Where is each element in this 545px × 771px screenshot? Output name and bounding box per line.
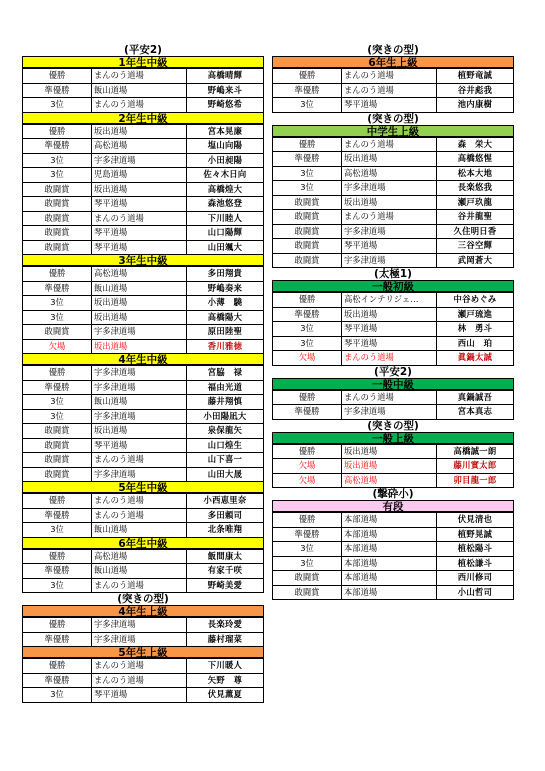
rank-cell: 敢闘賞 [23,424,92,439]
result-row [23,296,264,311]
rank-cell: 敢闘賞 [23,325,92,340]
result-row [23,267,264,282]
rank-cell: 準優勝 [273,405,342,420]
dojo-cell: 琴平道場 [92,240,187,255]
result-row [273,336,514,351]
dojo-cell: 坂出道場 [92,424,187,439]
rank-cell: 敢闘賞 [23,467,92,482]
dojo-cell: 坂出道場 [92,124,187,139]
result-row [23,281,264,296]
competitor-name-cell: 宮本真志 [437,405,514,420]
dojo-cell: 本部道場 [342,527,437,542]
division-header: 5年生上級 [22,646,264,658]
rank-cell: 3位 [23,578,92,593]
result-row [273,444,514,459]
results-table [272,292,514,366]
competitor-name-cell: 植松謙斗 [437,556,514,571]
rank-cell: 敢闘賞 [23,438,92,453]
competitor-name-cell: 山口煌生 [187,438,264,453]
dojo-cell: 琴平道場 [92,438,187,453]
rank-cell: 3位 [23,98,92,113]
result-row [23,424,264,439]
competitor-name-cell: 多田翔貴 [187,267,264,282]
result-row [273,224,514,239]
dojo-cell: 坂出道場 [92,310,187,325]
results-table [22,658,264,703]
competitor-name-cell: 中谷めぐみ [437,293,514,308]
dojo-cell: 飯山道場 [92,83,187,98]
competitor-name-cell: 高橋誠一朗 [437,444,514,459]
competitor-name-cell: 森 栄大 [437,137,514,152]
dojo-cell: 本部道場 [342,556,437,571]
division-header: 5年生中級 [22,481,264,493]
competitor-name-cell: 北条唯翔 [187,523,264,538]
dojo-cell: 坂出道場 [342,152,437,167]
dojo-cell: まんのう道場 [342,69,437,84]
result-row [23,339,264,354]
rank-cell: 優勝 [23,618,92,633]
rank-cell: 3位 [23,168,92,183]
competitor-name-cell: 久住明日香 [437,224,514,239]
result-row [23,688,264,703]
rank-cell: 準優勝 [23,281,92,296]
division-header: 一般中級 [272,378,514,390]
dojo-cell: 宇多津道場 [92,153,187,168]
rank-cell: 準優勝 [23,632,92,647]
rank-cell: 優勝 [23,366,92,381]
result-row [23,673,264,688]
competitor-name-cell: 野嶋奏来 [187,281,264,296]
rank-cell: 3位 [273,542,342,557]
division-header: 1年生中級 [22,56,264,68]
dojo-cell: 宇多津道場 [92,380,187,395]
competitor-name-cell: 武岡蒼大 [437,253,514,268]
result-row [273,405,514,420]
rank-cell: 敢闘賞 [23,240,92,255]
competitor-name-cell: 高橋晴輝 [187,69,264,84]
results-table [22,493,264,538]
kata-section-title: (突きの型) [367,44,419,56]
result-row [23,153,264,168]
division-header: 4年生中級 [22,353,264,365]
rank-cell: 準優勝 [23,564,92,579]
competitor-name-cell: 伏見清也 [437,513,514,528]
dojo-cell: まんのう道場 [92,453,187,468]
competitor-name-cell: 野崎悠希 [187,98,264,113]
division-header: 4年生上級 [22,605,264,617]
competitor-name-cell: 池内康樹 [437,98,514,113]
dojo-cell: 坂出道場 [342,195,437,210]
results-table [272,444,514,489]
rank-cell: 3位 [23,409,92,424]
rank-cell: 敢闘賞 [23,226,92,241]
dojo-cell: 坂出道場 [342,444,437,459]
dojo-cell: 宇多津道場 [342,181,437,196]
dojo-cell: 宇多津道場 [92,632,187,647]
competitor-name-cell: 小田陽凪大 [187,409,264,424]
results-table [22,124,264,256]
dojo-cell: 坂出道場 [92,339,187,354]
dojo-cell: まんのう道場 [92,494,187,509]
dojo-cell: まんのう道場 [342,351,437,366]
competitor-name-cell: 山田大晟 [187,467,264,482]
kata-section-title: (突きの型) [367,112,419,125]
competitor-name-cell: 原田陸聖 [187,325,264,340]
result-row [23,523,264,538]
left-results-column [22,44,264,703]
result-row [23,578,264,593]
rank-cell: 優勝 [273,69,342,84]
dojo-cell: 本部道場 [342,542,437,557]
rank-cell: 準優勝 [23,380,92,395]
dojo-cell: 高松道場 [342,166,437,181]
kata-section-title: (平安2) [374,365,412,378]
rank-cell: 敢闘賞 [23,197,92,212]
rank-cell: 準優勝 [273,307,342,322]
competitor-name-cell: 西山 珀 [437,336,514,351]
competitor-name-cell: 谷井龍聖 [437,210,514,225]
result-row [23,453,264,468]
result-row [23,310,264,325]
division-header: 6年生中級 [22,537,264,549]
result-row [23,467,264,482]
dojo-cell: まんのう道場 [342,210,437,225]
dojo-cell: 宇多津道場 [92,409,187,424]
competitor-name-cell: 植野竜誠 [437,69,514,84]
kata-section-title: (突きの型) [367,419,419,432]
dojo-cell: 坂出道場 [342,307,437,322]
rank-cell: 優勝 [273,293,342,308]
kata-section-title: (突きの型) [117,593,169,605]
competitor-name-cell: 藤井翔慎 [187,395,264,410]
division-header: 中学生上級 [272,125,514,137]
result-row [23,494,264,509]
competitor-name-cell: 林 勇斗 [437,322,514,337]
rank-cell: 優勝 [273,390,342,405]
dojo-cell: 琴平道場 [342,98,437,113]
rank-cell: 敢闘賞 [273,195,342,210]
competitor-name-cell: 伏見薫夏 [187,688,264,703]
result-row [23,366,264,381]
dojo-cell: 宇多津道場 [342,405,437,420]
results-table [22,549,264,594]
kata-section-title: (太極1) [374,268,412,280]
competitor-name-cell: 下川暖人 [187,659,264,674]
competitor-name-cell: 佐々木日向 [187,168,264,183]
rank-cell: 準優勝 [23,139,92,154]
rank-cell: 敢闘賞 [273,253,342,268]
dojo-cell: 宇多津道場 [92,618,187,633]
competitor-name-cell: 多田頼司 [187,508,264,523]
competitor-name-cell: 松本大地 [437,166,514,181]
result-row [273,69,514,84]
result-row [23,508,264,523]
dojo-cell: 高松道場 [92,267,187,282]
dojo-cell: 高松道場 [92,549,187,564]
competitor-name-cell: 野崎美愛 [187,578,264,593]
competitor-name-cell: 藤川實太郎 [437,459,514,474]
dojo-cell: 坂出道場 [92,296,187,311]
competitor-name-cell: 長楽悠我 [437,181,514,196]
result-row [273,83,514,98]
competitor-name-cell: 谷井彪我 [437,83,514,98]
rank-cell: 3位 [273,336,342,351]
dojo-cell: まんのう道場 [342,83,437,98]
dojo-cell: まんのう道場 [342,390,437,405]
rank-cell: 敢闘賞 [273,239,342,254]
result-row [23,564,264,579]
rank-cell: 敢闘賞 [273,571,342,586]
competitor-name-cell: 矢野 尊 [187,673,264,688]
competitor-name-cell: 小田昶陽 [187,153,264,168]
dojo-cell: 宇多津道場 [92,325,187,340]
result-row [273,137,514,152]
result-row [23,549,264,564]
competitor-name-cell: 小山哲司 [437,585,514,600]
result-row [273,459,514,474]
dojo-cell: 琴平道場 [342,239,437,254]
rank-cell: 優勝 [273,444,342,459]
competitor-name-cell: 真鍋誠吾 [437,390,514,405]
competitor-name-cell: 宮脇 禄 [187,366,264,381]
dojo-cell: 琴平道場 [342,336,437,351]
competitor-name-cell: 福由光道 [187,380,264,395]
rank-cell: 3位 [273,166,342,181]
rank-cell: 優勝 [23,267,92,282]
result-row [273,98,514,113]
result-row [23,168,264,183]
division-header: 6年生上級 [272,56,514,68]
dojo-cell: 宇多津道場 [342,253,437,268]
dojo-cell: まんのう道場 [92,69,187,84]
rank-cell: 3位 [23,395,92,410]
dojo-cell: 宇多津道場 [342,224,437,239]
dojo-cell: まんのう道場 [92,659,187,674]
competitor-name-cell: 卯目龍一郎 [437,473,514,488]
dojo-cell: 高松道場 [342,473,437,488]
rank-cell: 優勝 [23,659,92,674]
dojo-cell: 本部道場 [342,585,437,600]
division-header: 有段 [272,500,514,512]
result-row [23,409,264,424]
dojo-cell: 坂出道場 [92,182,187,197]
rank-cell: 準優勝 [23,673,92,688]
result-row [273,542,514,557]
results-table [22,365,264,482]
competitor-name-cell: 有家千咲 [187,564,264,579]
dojo-cell: 宇多津道場 [92,366,187,381]
rank-cell: 3位 [23,523,92,538]
results-table [272,512,514,600]
competitor-name-cell: 香川雅徳 [187,339,264,354]
competitor-name-cell: 山田颯大 [187,240,264,255]
result-row [23,325,264,340]
competitor-name-cell: 飯間康太 [187,549,264,564]
dojo-cell: 坂出道場 [342,459,437,474]
rank-cell: 準優勝 [23,83,92,98]
division-header: 一般上級 [272,432,514,444]
division-header: 3年生中級 [22,254,264,266]
results-table [272,390,514,420]
right-results-column [272,44,514,600]
results-table [272,68,514,113]
dojo-cell: まんのう道場 [92,578,187,593]
rank-cell: 欠場 [273,459,342,474]
dojo-cell: まんのう道場 [92,673,187,688]
dojo-cell: 高松道場 [92,139,187,154]
dojo-cell: 児島道場 [92,168,187,183]
result-row [273,293,514,308]
rank-cell: 3位 [273,322,342,337]
competitor-name-cell: 瀬戸琉進 [437,307,514,322]
competitor-name-cell: 高橋煌大 [187,182,264,197]
rank-cell: 準優勝 [273,83,342,98]
dojo-cell: 琴平道場 [342,322,437,337]
result-row [23,395,264,410]
dojo-cell: 飯山道場 [92,523,187,538]
result-row [273,473,514,488]
rank-cell: 優勝 [23,69,92,84]
rank-cell: 敢闘賞 [273,224,342,239]
competitor-name-cell: 眞鍋太誠 [437,351,514,366]
result-row [273,181,514,196]
kata-section-title: (平安2) [124,44,162,56]
dojo-cell: 飯山道場 [92,564,187,579]
dojo-cell: 高松インテリジェ… [342,293,437,308]
rank-cell: 3位 [23,296,92,311]
competitor-name-cell: 泉保龍矢 [187,424,264,439]
result-row [273,351,514,366]
rank-cell: 敢闘賞 [23,182,92,197]
result-row [23,240,264,255]
result-row [273,585,514,600]
result-row [23,211,264,226]
result-row [23,632,264,647]
rank-cell: 優勝 [273,137,342,152]
dojo-cell: まんのう道場 [92,211,187,226]
competitor-name-cell: 瀬戸玖龍 [437,195,514,210]
result-row [273,571,514,586]
dojo-cell: まんのう道場 [92,508,187,523]
competitor-name-cell: 宮本晃廉 [187,124,264,139]
rank-cell: 準優勝 [273,527,342,542]
competitor-name-cell: 山下喜一 [187,453,264,468]
rank-cell: 優勝 [273,513,342,528]
rank-cell: 3位 [23,153,92,168]
rank-cell: 敢闘賞 [273,585,342,600]
result-row [23,197,264,212]
result-row [23,182,264,197]
result-row [273,152,514,167]
competitor-name-cell: 野嶋来斗 [187,83,264,98]
dojo-cell: まんのう道場 [342,137,437,152]
rank-cell: 優勝 [23,124,92,139]
dojo-cell: 琴平道場 [92,197,187,212]
dojo-cell: 宇多津道場 [92,467,187,482]
result-row [273,513,514,528]
competitor-name-cell: 植松陽斗 [437,542,514,557]
result-row [273,210,514,225]
competitor-name-cell: 森池悠登 [187,197,264,212]
competitor-name-cell: 西川修司 [437,571,514,586]
result-row [23,380,264,395]
kata-section-title: (撃砕小) [372,488,414,500]
competitor-name-cell: 塩山向陽 [187,139,264,154]
dojo-cell: 飯山道場 [92,395,187,410]
rank-cell: 準優勝 [23,508,92,523]
rank-cell: 欠場 [273,351,342,366]
dojo-cell: 飯山道場 [92,281,187,296]
dojo-cell: 琴平道場 [92,688,187,703]
rank-cell: 敢闘賞 [23,211,92,226]
competitor-name-cell: 高橋陽大 [187,310,264,325]
result-row [23,124,264,139]
dojo-cell: 本部道場 [342,571,437,586]
rank-cell: 3位 [23,310,92,325]
rank-cell: 3位 [273,181,342,196]
results-table [22,68,264,113]
dojo-cell: 琴平道場 [92,226,187,241]
division-header: 一般初級 [272,280,514,292]
rank-cell: 敢闘賞 [273,210,342,225]
division-header: 2年生中級 [22,112,264,124]
rank-cell: 優勝 [23,549,92,564]
result-row [23,438,264,453]
result-row [273,556,514,571]
rank-cell: 3位 [273,98,342,113]
result-row [273,253,514,268]
result-row [273,322,514,337]
competitor-name-cell: 小薄 驍 [187,296,264,311]
rank-cell: 3位 [273,556,342,571]
results-table [22,617,264,647]
result-row [273,307,514,322]
results-table [22,266,264,354]
dojo-cell: 本部道場 [342,513,437,528]
result-row [273,195,514,210]
competitor-name-cell: 山口陽輝 [187,226,264,241]
competitor-name-cell: 高橋悠惺 [437,152,514,167]
result-row [23,69,264,84]
result-row [273,166,514,181]
competitor-name-cell: 下川睦人 [187,211,264,226]
rank-cell: 敢闘賞 [23,453,92,468]
result-row [23,226,264,241]
result-row [23,659,264,674]
result-row [23,618,264,633]
result-row [23,98,264,113]
competitor-name-cell: 長楽玲愛 [187,618,264,633]
results-table [272,137,514,269]
rank-cell: 欠場 [23,339,92,354]
competitor-name-cell: 三谷空輝 [437,239,514,254]
competitor-name-cell: 藤村瑠菜 [187,632,264,647]
result-row [23,83,264,98]
result-row [273,390,514,405]
competitor-name-cell: 小西恵里奈 [187,494,264,509]
rank-cell: 欠場 [273,473,342,488]
rank-cell: 優勝 [23,494,92,509]
rank-cell: 3位 [23,688,92,703]
competitor-name-cell: 植野晃誠 [437,527,514,542]
result-row [273,239,514,254]
result-row [23,139,264,154]
result-row [273,527,514,542]
dojo-cell: まんのう道場 [92,98,187,113]
rank-cell: 準優勝 [273,152,342,167]
